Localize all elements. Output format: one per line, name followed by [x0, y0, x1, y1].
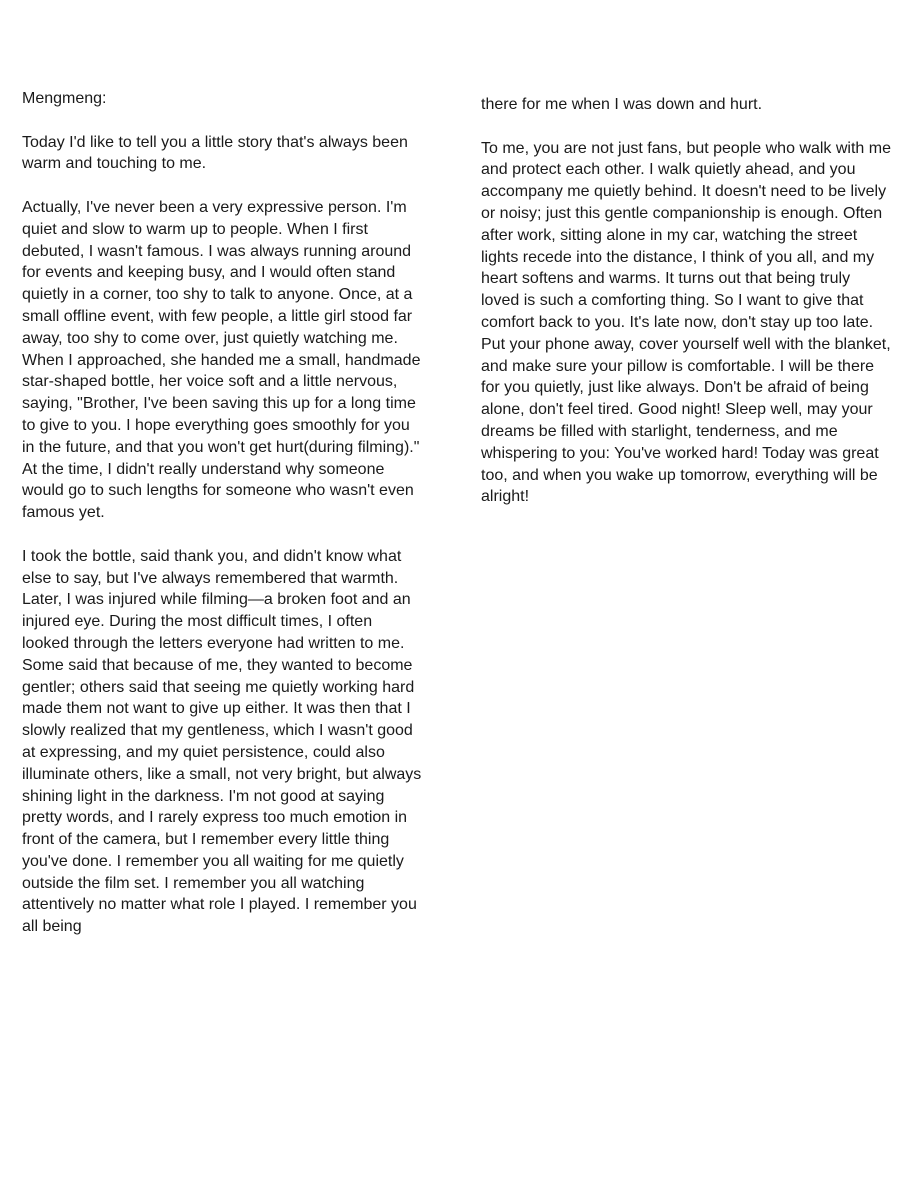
paragraph-continuation: there for me when I was down and hurt.	[481, 96, 763, 113]
salutation: Mengmeng:	[22, 90, 107, 107]
paragraph-memories: I took the bottle, said thank you, and didn't know what else to say, but I've always remembered that warmth. Later, I was injured while filming—a broken foot and an injured eye. During the most difficult times, I often looked through the letters everyone had written to me. Some said that because of me, they wanted to become gentler; others said that seeing me quietly working hard made them not want to give up either. It was then that I slowly realized that my gentleness, which I wasn't good at expressing, and my quiet persistence, could also illuminate others, like a small, not very bright, but always shining light in the darkness. I'm not good at saying pretty words, and I rarely express too much emotion in front of the camera, but I remember every little thing you've done. I remember you all waiting for me quietly outside the film set. I remember you all watching attentively no matter what role I played. I remember you all being	[22, 547, 422, 936]
paragraph-story: Actually, I've never been a very expressive person. I'm quiet and slow to warm up to people. When I first debuted, I wasn't famous. I was always running around for events and keeping busy, and I would often stand quietly in a corner, too shy to talk to anyone. Once, at a small offline event, with few people, a little girl stood far away, too shy to come over, just quietly watching me. When I approached, she handed me a small, handmade star-shaped bottle, her voice soft and a little nervous, saying, "Brother, I've been saving this up for a long time to give to you. I hope everything goes smoothly for you in the future, and that you won't get hurt(during filming)." At the time, I didn't really understand why someone would go to such lengths for someone who wasn't even famous yet.	[22, 198, 421, 522]
left-text-column	[22, 88, 422, 938]
right-text-column	[481, 94, 891, 508]
paragraph-intro: Today I'd like to tell you a little story that's always been warm and touching to me.	[22, 133, 408, 173]
paragraph-closing: To me, you are not just fans, but people who walk with me and protect each other. I walk quietly ahead, and you accompany me quietly behind. It doesn't need to be lively or noisy; just this gentle companionship is enough. Often after work, sitting alone in my car, watching the street lights recede into the distance, I think of you all, and my heart softens and warms. It turns out that being truly loved is such a comforting thing. So I want to give that comfort back to you. It's late now, don't stay up too late. Put your phone away, cover yourself well with the blanket, and make sure your pillow is comfortable. I will be there for you quietly, just like always. Don't be afraid of being alone, don't feel tired. Good night! Sleep well, may your dreams be filled with starlight, tenderness, and me whispering to you: You've worked hard! Today was great too, and when you wake up tomorrow, everything will be alright!	[481, 139, 891, 506]
